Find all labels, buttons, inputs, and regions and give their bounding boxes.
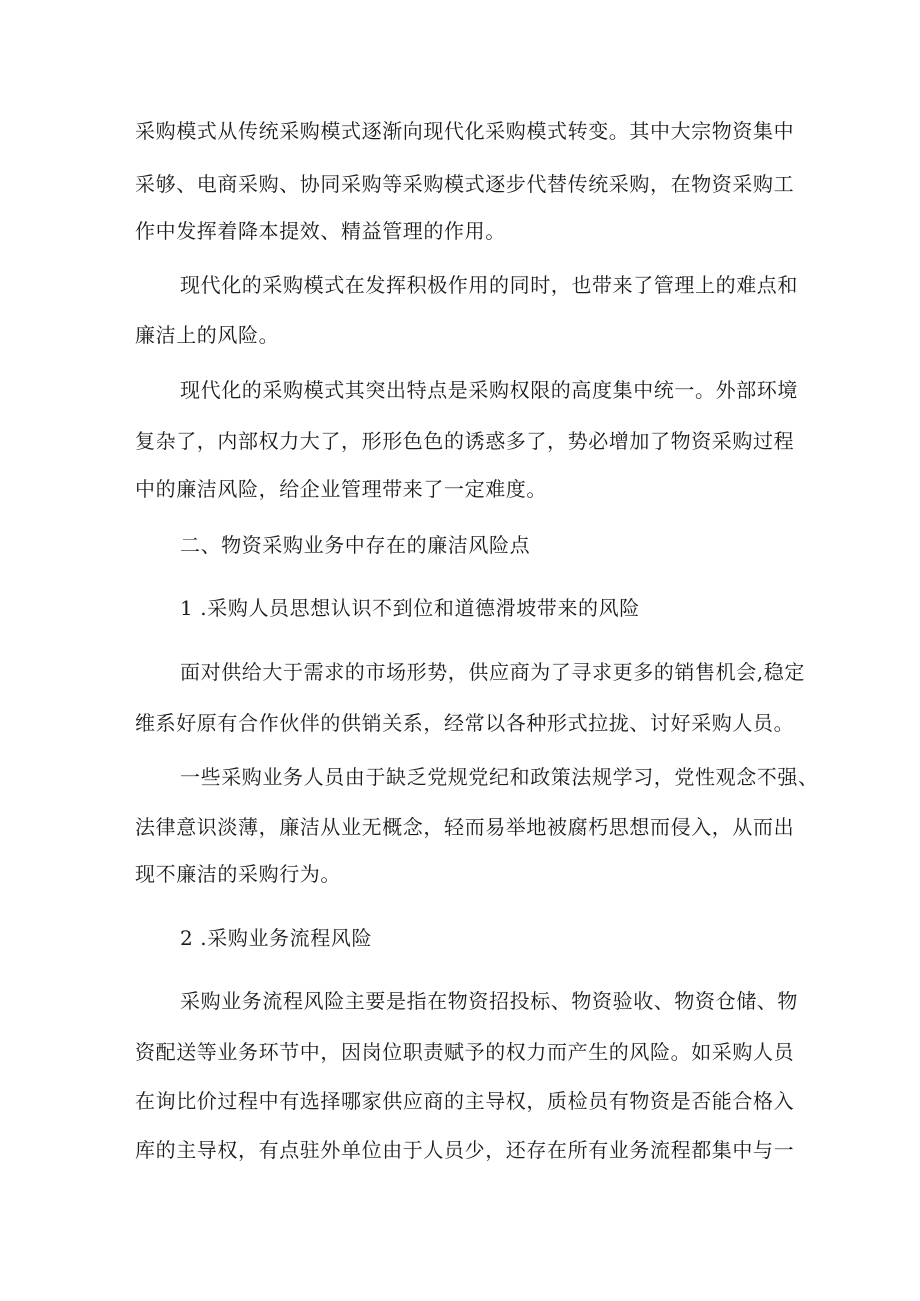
paragraph-2-line-2: 廉洁上的风险。 bbox=[135, 323, 280, 347]
paragraph-7-line-2: 法律意识淡薄，廉洁从业无概念，轻而易举地被腐朽思想而侵入，从而出 bbox=[135, 815, 795, 839]
paragraph-1-line-3: 作中发挥着降本提效、精益管理的作用。 bbox=[135, 219, 506, 243]
paragraph-9-line-3: 在询比价过程中有选择哪家供应商的主导权，质检员有物资是否能合格入 bbox=[135, 1089, 795, 1113]
paragraph-7-line-1: 一些采购业务人员由于缺乏党规党纪和政策法规学习，党性观念不强、 bbox=[180, 765, 819, 789]
paragraph-9-line-2: 资配送等业务环节中，因岗位职责赋予的权力而产生的风险。如采购人员 bbox=[135, 1040, 795, 1064]
paragraph-1-line-1: 采购模式从传统采购模式逐渐向现代化采购模式转变。其中大宗物资集中 bbox=[135, 119, 795, 143]
item-1-heading: 1 .采购人员思想认识不到位和道德滑坡带来的风险 bbox=[180, 596, 640, 620]
paragraph-1-line-2: 采够、电商采购、协同采购等采购模式逐步代替传统采购，在物资采购工 bbox=[135, 172, 795, 196]
paragraph-3-line-3: 中的廉洁风险，给企业管理带来了一定难度。 bbox=[135, 477, 547, 501]
paragraph-9-line-4: 库的主导权，有点驻外单位由于人员少，还存在所有业务流程都集中与一 bbox=[135, 1138, 795, 1162]
paragraph-9-line-1: 采购业务流程风险主要是指在物资招投标、物资验收、物资仓储、物 bbox=[180, 989, 798, 1013]
section-heading: 二、物资采购业务中存在的廉洁风险点 bbox=[180, 533, 531, 557]
paragraph-6-line-2: 维系好原有合作伙伴的供销关系，经常以各种形式拉拢、讨好采购人员。 bbox=[135, 711, 795, 735]
item-2-heading: 2 .采购业务流程风险 bbox=[180, 926, 373, 950]
paragraph-6-line-1: 面对供给大于需求的市场形势，供应商为了寻求更多的销售机会,稳定 bbox=[180, 660, 805, 684]
paragraph-2-line-1: 现代化的采购模式在发挥积极作用的同时，也带来了管理上的难点和 bbox=[180, 273, 798, 297]
paragraph-3-line-1: 现代化的采购模式其突出特点是采购权限的高度集中统一。外部环境 bbox=[180, 378, 798, 402]
paragraph-3-line-2: 复杂了，内部权力大了，形形色色的诱惑多了，势必增加了物资采购过程 bbox=[135, 429, 795, 453]
paragraph-7-line-3: 现不廉洁的采购行为。 bbox=[135, 862, 341, 886]
